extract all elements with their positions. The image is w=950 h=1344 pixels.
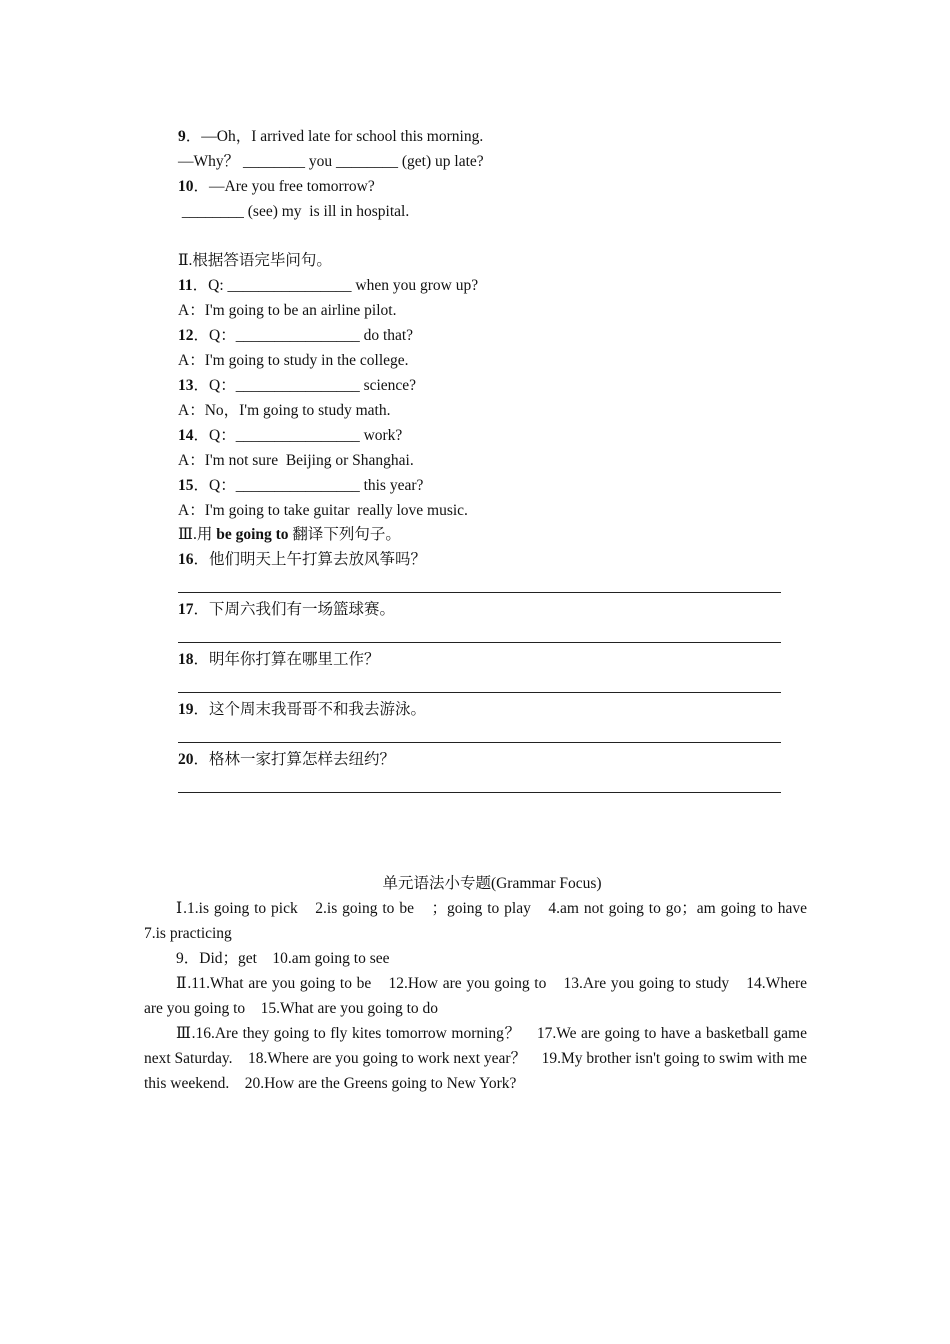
answer-13: A：No，I'm going to study math. — [178, 402, 391, 419]
question-number: 13 — [178, 377, 194, 394]
question-number: 18 — [178, 651, 194, 668]
question-number: 15 — [178, 477, 194, 494]
question-text: ．Q: ________________ when you grow up? — [192, 277, 479, 294]
answer-11: A：I'm going to be an airline pilot. — [178, 302, 397, 319]
question-number: 14 — [178, 427, 194, 444]
question-14 — [178, 426, 402, 446]
answer-line — [178, 692, 781, 693]
question-12 — [178, 326, 413, 346]
question-9-line2: —Why？ ________ you ________ (get) up late? — [178, 153, 484, 170]
question-number: 16 — [178, 551, 194, 568]
question-17 — [178, 600, 395, 620]
answer-12: A：I'm going to study in the college. — [178, 352, 409, 369]
question-10 — [178, 177, 375, 197]
question-text: ．Q：________________ this year? — [193, 477, 424, 494]
question-number: 19 — [178, 701, 194, 718]
question-number: 11 — [178, 277, 193, 294]
heading-suffix: 翻译下列句子。 — [288, 526, 401, 543]
question-number: 17 — [178, 601, 194, 618]
question-number: 12 — [178, 327, 194, 344]
answer-14: A：I'm not sure Beijing or Shanghai. — [178, 452, 414, 469]
section-2-heading: Ⅱ.根据答语完毕问句。 — [178, 252, 332, 269]
answer-paragraph-4: Ⅲ.16.Are they going to fly kites tomorrow morning？ 17.We are going to have a basketball game next Saturday. 18.Where are you going to work next year？ 19.My brother isn't going to swim with me this weekend. 20.How are the Greens going to New York? — [144, 1025, 807, 1092]
answer-line — [178, 742, 781, 743]
question-text: ．这个周末我哥哥不和我去游泳。 — [193, 701, 427, 718]
question-number: 20 — [178, 751, 194, 768]
question-number: 10 — [178, 178, 194, 195]
heading-prefix: Ⅲ.用 — [178, 526, 217, 543]
question-20 — [178, 750, 395, 770]
question-15 — [178, 476, 423, 496]
question-text: ．他们明天上午打算去放风筝吗？ — [193, 551, 427, 568]
question-text: ．明年你打算在哪里工作？ — [193, 651, 380, 668]
question-text: ．—Are you free tomorrow? — [193, 178, 375, 195]
heading-bold: be going to — [216, 526, 289, 543]
answer-paragraph-2: 9．Did；get 10.am going to see — [176, 950, 390, 967]
section-3-heading — [178, 525, 401, 545]
answer-line — [178, 592, 781, 593]
answer-key-body — [144, 896, 854, 1096]
question-10-line2: ________ (see) my is ill in hospital. — [178, 203, 410, 220]
question-18 — [178, 650, 380, 670]
question-text: ．Q：________________ science? — [193, 377, 417, 394]
answer-key-title: 单元语法小专题(Grammar Focus) — [382, 875, 602, 892]
question-text: ．Q：________________ work? — [193, 427, 403, 444]
question-9 — [178, 127, 483, 147]
question-13 — [178, 376, 416, 396]
answer-paragraph-1: Ⅰ.1.is going to pick 2.is going to be ；going to play 4.am not going to go；am going to have 7.is practicing — [144, 900, 854, 942]
question-text: ．格林一家打算怎样去纽约？ — [193, 751, 396, 768]
question-text: ．—Oh，I arrived late for school this morning. — [185, 128, 484, 145]
question-text: ．下周六我们有一场篮球赛。 — [193, 601, 396, 618]
question-19 — [178, 700, 426, 720]
question-number: 9 — [178, 128, 186, 145]
question-16 — [178, 550, 426, 570]
question-text: ．Q：________________ do that? — [193, 327, 414, 344]
answer-line — [178, 792, 781, 793]
question-11 — [178, 276, 478, 296]
answer-line — [178, 642, 781, 643]
answer-paragraph-3: Ⅱ.11.What are you going to be 12.How are you going to 13.Are you going to study 14.Where are you going to 15.What are you going to do — [144, 975, 807, 1017]
answer-15: A：I'm going to take guitar really love music. — [178, 502, 468, 519]
